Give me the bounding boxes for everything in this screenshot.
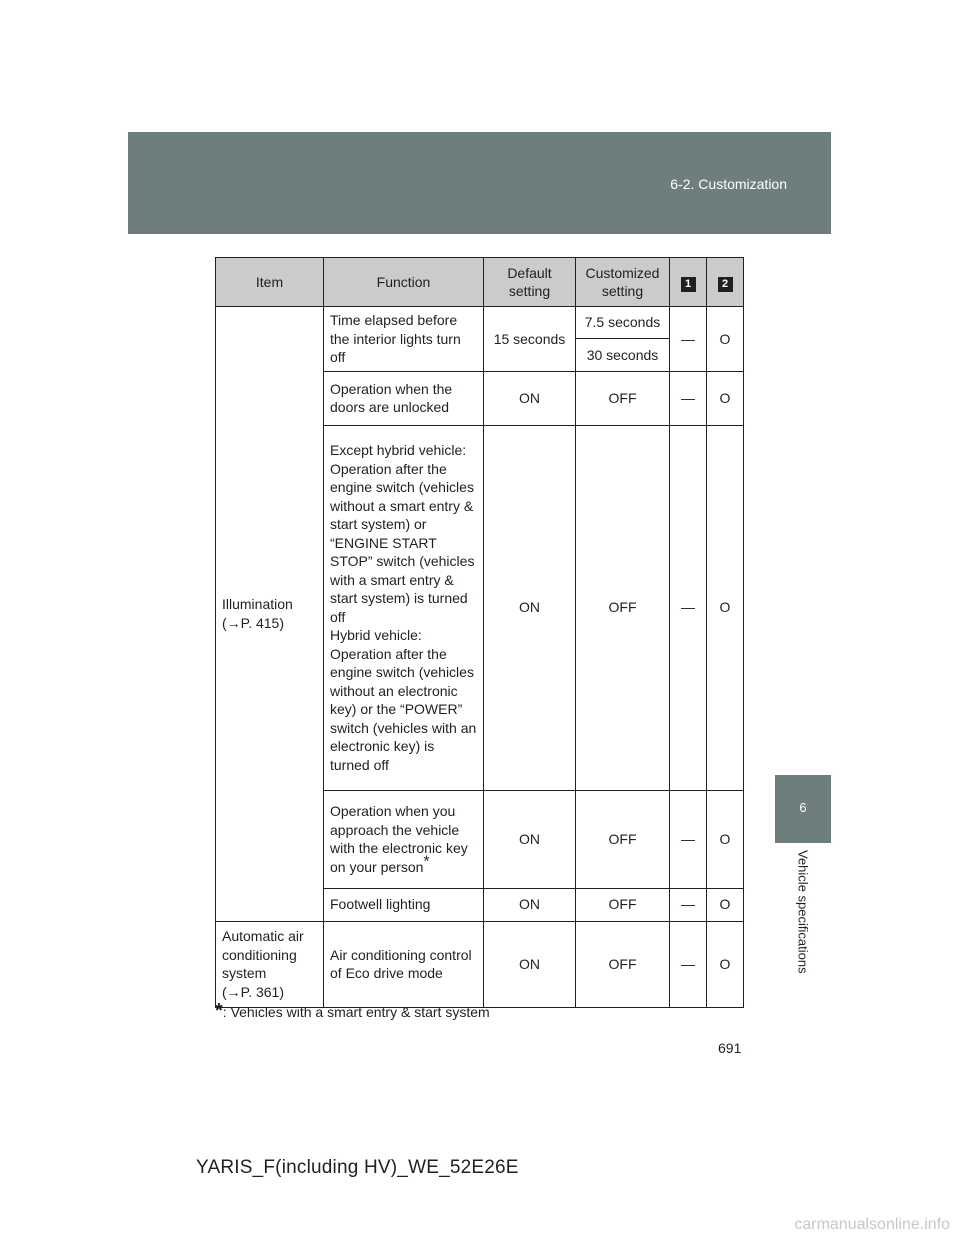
default-cell: ON <box>484 371 576 425</box>
function-cell: Air conditioning control of Eco drive mode <box>324 921 484 1007</box>
col-1-cell: — <box>670 921 707 1007</box>
col-2-cell: O <box>707 307 744 372</box>
function-cell: Operation when the doors are unlocked <box>324 371 484 425</box>
header-default: Default setting <box>484 258 576 307</box>
col-2-cell: O <box>707 790 744 888</box>
customized-cell: OFF <box>576 888 670 921</box>
customized-cell: OFF <box>576 425 670 790</box>
watermark: carmanualsonline.info <box>794 1216 950 1233</box>
header-band <box>128 132 831 234</box>
col-2-cell: O <box>707 888 744 921</box>
col-2-cell: O <box>707 425 744 790</box>
document-code: YARIS_F(including HV)_WE_52E26E <box>196 1157 519 1178</box>
function-text: Operation when you approach the vehicle with the electronic key on your person <box>330 803 468 875</box>
function-line: Hybrid vehicle: <box>330 627 422 643</box>
customized-cell: OFF <box>576 790 670 888</box>
col-1-cell: — <box>670 790 707 888</box>
section-title: 6-2. Customization <box>670 176 787 192</box>
table-row <box>216 921 744 1007</box>
footnote <box>215 1000 490 1023</box>
customized-cell: OFF <box>576 921 670 1007</box>
function-line: Operation after the engine switch (vehicles without a smart entry & start system) or “ENGINE START STOP” switch (vehicles with a smart entry & start system) is turned off <box>330 460 475 625</box>
footnote-text: : Vehicles with a smart entry & start system <box>222 1004 490 1020</box>
footnote-mark: * <box>423 852 430 870</box>
default-cell: ON <box>484 921 576 1007</box>
item-air-conditioning <box>216 921 324 1007</box>
col-1-cell: — <box>670 307 707 372</box>
item-page-ref: (→P. 415) <box>222 614 284 631</box>
table-header-row <box>216 258 744 307</box>
default-cell: ON <box>484 790 576 888</box>
table-row <box>216 307 744 339</box>
page-number: 691 <box>718 1040 742 1056</box>
default-cell: ON <box>484 888 576 921</box>
header-col-1 <box>670 258 707 307</box>
function-cell: Footwell lighting <box>324 888 484 921</box>
chapter-tab: 6 <box>775 775 831 843</box>
item-name: Illumination <box>222 596 293 613</box>
header-function: Function <box>324 258 484 307</box>
item-page-ref: (→P. 361) <box>222 983 284 1000</box>
number-badge-1: 1 <box>681 277 696 292</box>
chapter-label: Vehicle specifications <box>795 850 811 974</box>
customized-cell: OFF <box>576 371 670 425</box>
function-cell <box>324 790 484 888</box>
function-line: Except hybrid vehicle: <box>330 442 467 458</box>
col-1-cell: — <box>670 371 707 425</box>
function-line: Operation after the engine switch (vehicles without an electronic key) or the “POWER” switch (vehicles with an electronic key) is turned off <box>330 645 477 773</box>
number-badge-2: 2 <box>718 277 733 292</box>
function-cell <box>324 425 484 790</box>
header-customized: Customized setting <box>576 258 670 307</box>
customization-table <box>215 257 744 1008</box>
customized-cell: 7.5 seconds <box>576 307 670 339</box>
item-name: Automatic air conditioning system <box>222 928 304 981</box>
col-1-cell: — <box>670 888 707 921</box>
col-2-cell: O <box>707 921 744 1007</box>
col-2-cell: O <box>707 371 744 425</box>
default-cell: 15 seconds <box>484 307 576 372</box>
header-col-2 <box>707 258 744 307</box>
default-cell: ON <box>484 425 576 790</box>
col-1-cell: — <box>670 425 707 790</box>
header-item: Item <box>216 258 324 307</box>
item-illumination <box>216 307 324 922</box>
footnote-star: * <box>215 1000 223 1022</box>
customized-cell: 30 seconds <box>576 339 670 371</box>
function-cell: Time elapsed before the interior lights turn off <box>324 307 484 372</box>
